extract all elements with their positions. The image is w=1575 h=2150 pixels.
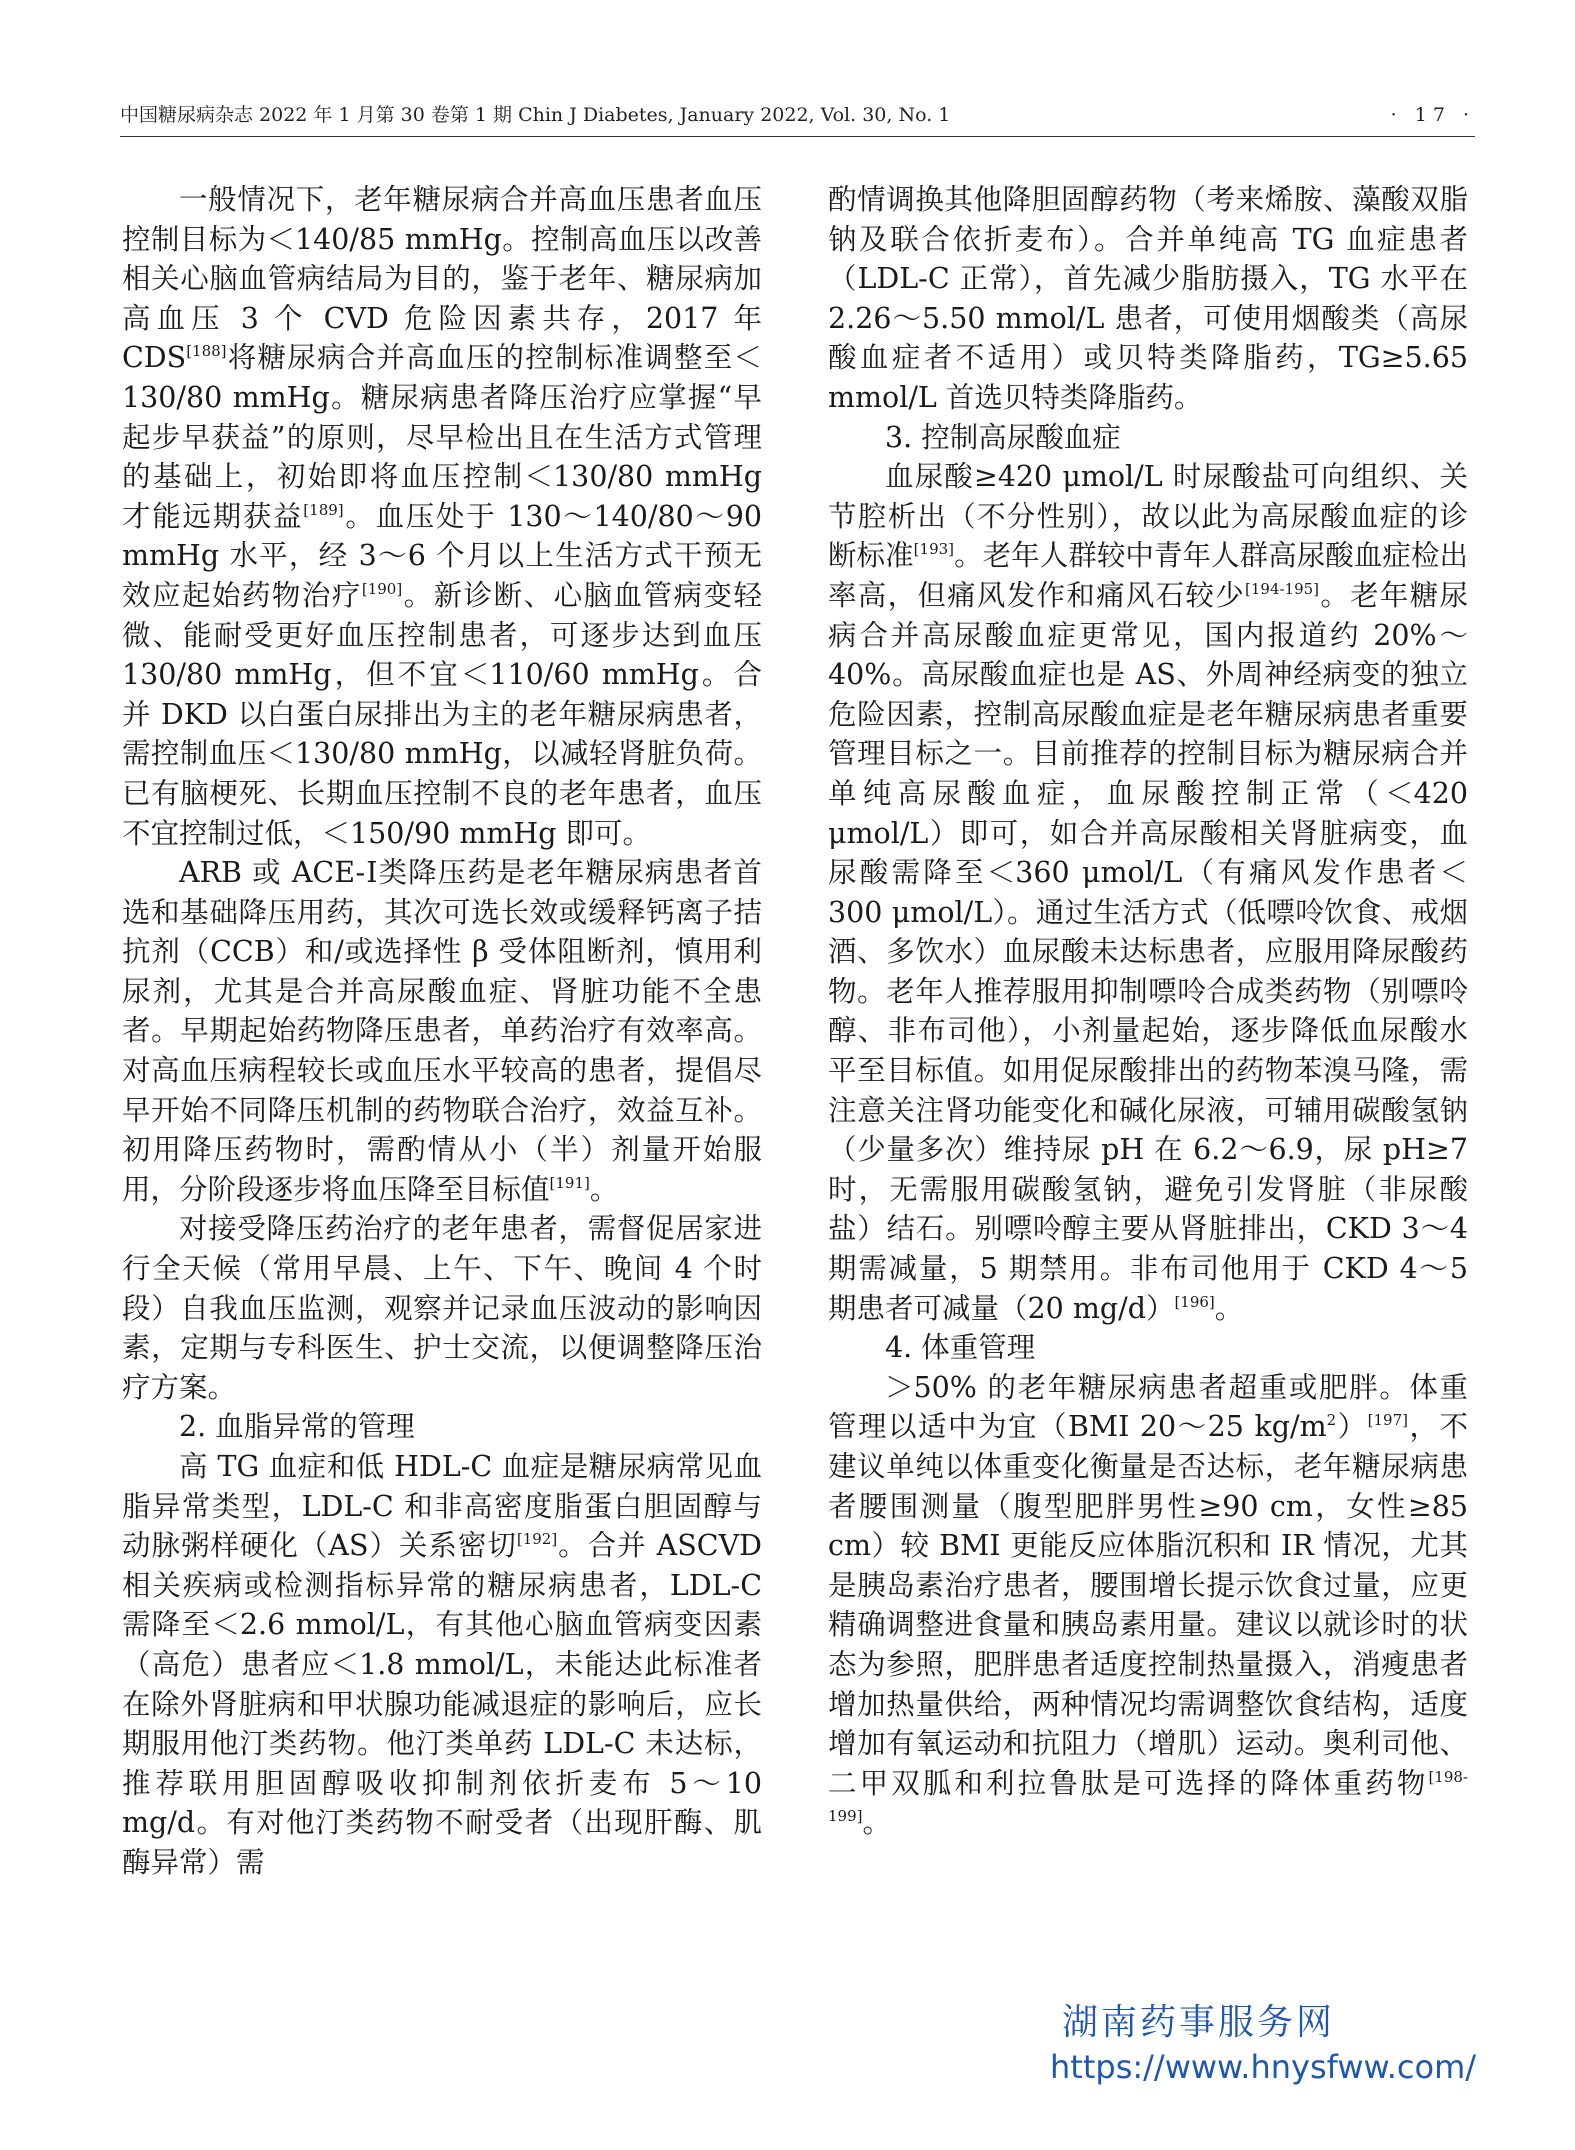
citation-ref[interactable]: [190] — [361, 579, 403, 598]
section-heading-hyperuricemia: 3. 控制高尿酸血症 — [885, 420, 1121, 454]
section-heading-weight: 4. 体重管理 — [885, 1331, 1036, 1365]
paragraph-weight-management: ＞50% 的老年糖尿病患者超重或肥胖。体重管理以适中为宜（BMI 20～25 $kg/m^2)[197]$，不建议单纯以体重变化衡量是否达标，老年糖尿病患者腰围测量（腹型肥胖男性≥90 cm，女性≥85 cm）较 BMI 更能反应体脂沉积和 IR 情况，尤其是胰岛素治疗患者，腰围增长提示饮食过量，应更精确调整进食量和胰岛素用量。建议以就诊时的状态为参照，肥胖患者适度控制热量摄入，消瘦患者增加热量供给，两种情况均需调整饮食结构，适度增加有氧运动和抗阻力（增肌）运动。奥利司他、二甲双胍和利拉鲁肽是可选择的降体重药物[198-199]。 — [828, 1370, 1468, 1840]
citation-ref[interactable]: [188] — [186, 342, 227, 361]
running-header — [120, 100, 1475, 137]
left-column — [122, 180, 762, 1883]
paragraph-dyslipidemia: 高 TG 血症和低 HDL-C 血症是糖尿病常见血脂异常类型，LDL-C 和非高密度脂蛋白胆固醇与动脉粥样硬化（AS）关系密切[192]。合并 ASCVD 相关疾病或检测指标异常的糖尿病患者，LDL-C 需降至＜2.6 mmol/L，有其他心脑血管病变因素（高危）患者应＜1.8 mmol/L，未能达此标准者在除外肾脏病和甲状腺功能减退症的影响后，应长期服用他汀类药物。他汀类单药 LDL-C 未达标，推荐联用胆固醇吸收抑制剂依折麦布 5～10 mg/d。有对他汀类药物不耐受者（出现肝酶、肌酶异常）需 — [122, 1450, 763, 1879]
citation-ref[interactable]: [193] — [913, 540, 955, 559]
page-number: · 17 · — [1390, 104, 1475, 126]
paragraph-hypertension-target: 一般情况下，老年糖尿病合并高血压患者血压控制目标为＜140/85 mmHg。控制高血压以改善相关心脑血管病结局为目的，鉴于老年、糖尿病加高血压 3 个 CVD 危险因素共存，2017 年 CDS[188]将糖尿病合并高血压的控制标准调整至＜130/80 mmHg。糖尿病患者降压治疗应掌握“早起步早获益”的原则，尽早检出且在生活方式管理的基础上，初始即将血压控制＜130/80 mmHg 才能远期获益[189]。血压处于 130～140/80～90 mmHg 水平，经 3～6 个月以上生活方式干预无效应起始药物治疗[190]。新诊断、心脑血管病变轻微、能耐受更好血压控制患者，可逐步达到血压 130/80 mmHg，但不宜＜110/60 mmHg。合并 DKD 以白蛋白尿排出为主的老年糖尿病患者，需控制血压＜130/80 mmHg，以减轻肾脏负荷。已有脑梗死、长期血压控制不良的老年患者，血压不宜控制过低，＜150/90 mmHg 即可。 — [122, 183, 762, 850]
right-column — [828, 180, 1468, 1843]
citation-ref[interactable]: [197] — [1367, 1411, 1408, 1430]
citation-ref[interactable]: [198-199] — [828, 1767, 1468, 1826]
paragraph-bp-monitoring: 对接受降压药治疗的老年患者，需督促居家进行全天候（常用早晨、上午、下午、晚间 4 个时段）自我血压监测，观察并记录血压波动的影响因素，定期与专科医生、护士交流，以便调整降压治疗方案。 — [122, 1212, 762, 1404]
citation-ref[interactable]: [194-195] — [1245, 579, 1320, 598]
paragraph-hyperuricemia: 血尿酸≥420 μmol/L 时尿酸盐可向组织、关节腔析出（不分性别），故以此为高尿酸血症的诊断标准[193]。老年人群较中青年人群高尿酸血症检出率高，但痛风发作和痛风石较少[194-195]。老年糖尿病合并高尿酸血症更常见，国内报道约 20%～40%。高尿酸血症也是 AS、外周神经病变的独立危险因素，控制高尿酸血症是老年糖尿病患者重要管理目标之一。目前推荐的控制目标为糖尿病合并单纯高尿酸血症，血尿酸控制正常（＜420 μmol/L）即可，如合并高尿酸相关肾脏病变，血尿酸需降至＜360 μmol/L（有痛风发作患者＜300 μmol/L）。通过生活方式（低嘌呤饮食、戒烟酒、多饮水）血尿酸未达标患者，应服用降尿酸药物。老年人推荐服用抑制嘌呤合成类药物（别嘌呤醇、非布司他），小剂量起始，逐步降低血尿酸水平至目标值。如用促尿酸排出的药物苯溴马隆，需注意关注肾功能变化和碱化尿液，可辅用碳酸氢钠（少量多次）维持尿 pH 在 6.2～6.9，尿 pH≥7 时，无需服用碳酸氢钠，避免引发肾脏（非尿酸盐）结石。别嘌呤醇主要从肾脏排出，CKD 3～4 期需减量，5 期禁用。非布司他用于 CKD 4～5 期患者可减量（20 mg/d）[196]。 — [828, 460, 1468, 1325]
paragraph-antihypertensive-drugs: ARB 或 ACE-Ⅰ类降压药是老年糖尿病患者首选和基础降压用药，其次可选长效或缓释钙离子拮抗剂（CCB）和/或选择性 β 受体阻断剂，慎用利尿剂，尤其是合并高尿酸血症、肾脏功能不全患者。早期起始药物降压患者，单药治疗有效率高。对高血压病程较长或血压水平较高的患者，提倡尽早开始不同降压机制的药物联合治疗，效益互补。初用降压药物时，需酌情从小（半）剂量开始服用，分阶段逐步将血压降至目标值[191]。 — [122, 856, 762, 1206]
section-heading-dyslipidemia: 2. 血脂异常的管理 — [179, 1410, 415, 1444]
citation-ref[interactable]: [191] — [549, 1173, 590, 1192]
site-watermark — [1050, 2000, 1477, 2088]
unit-superscript: 2 — [1326, 1411, 1337, 1430]
citation-ref[interactable]: [189] — [303, 500, 344, 519]
citation-ref[interactable]: [196] — [1174, 1292, 1215, 1311]
watermark-site-name: 湖南药事服务网 — [1062, 2002, 1336, 2043]
journal-citation: 中国糖尿病杂志 2022 年 1 月第 30 卷第 1 期 Chin J Diabetes, January 2022, Vol. 30, No. 1 — [120, 104, 951, 126]
paragraph-dyslipidemia-continued: 酌情调换其他降胆固醇药物（考来烯胺、藻酸双脂钠及联合依折麦布）。合并单纯高 TG 血症患者（LDL-C 正常），首先减少脂肪摄入，TG 水平在 2.26～5.50 mmol/L 患者，可使用烟酸类（高尿酸血症者不适用）或贝特类降脂药，TG≥5.65 mmol/L 首选贝特类降脂药。 — [828, 183, 1468, 414]
watermark-url-link[interactable]: https://www.hnysfww.com/ — [1050, 2048, 1477, 2086]
citation-ref[interactable]: [192] — [516, 1530, 558, 1549]
